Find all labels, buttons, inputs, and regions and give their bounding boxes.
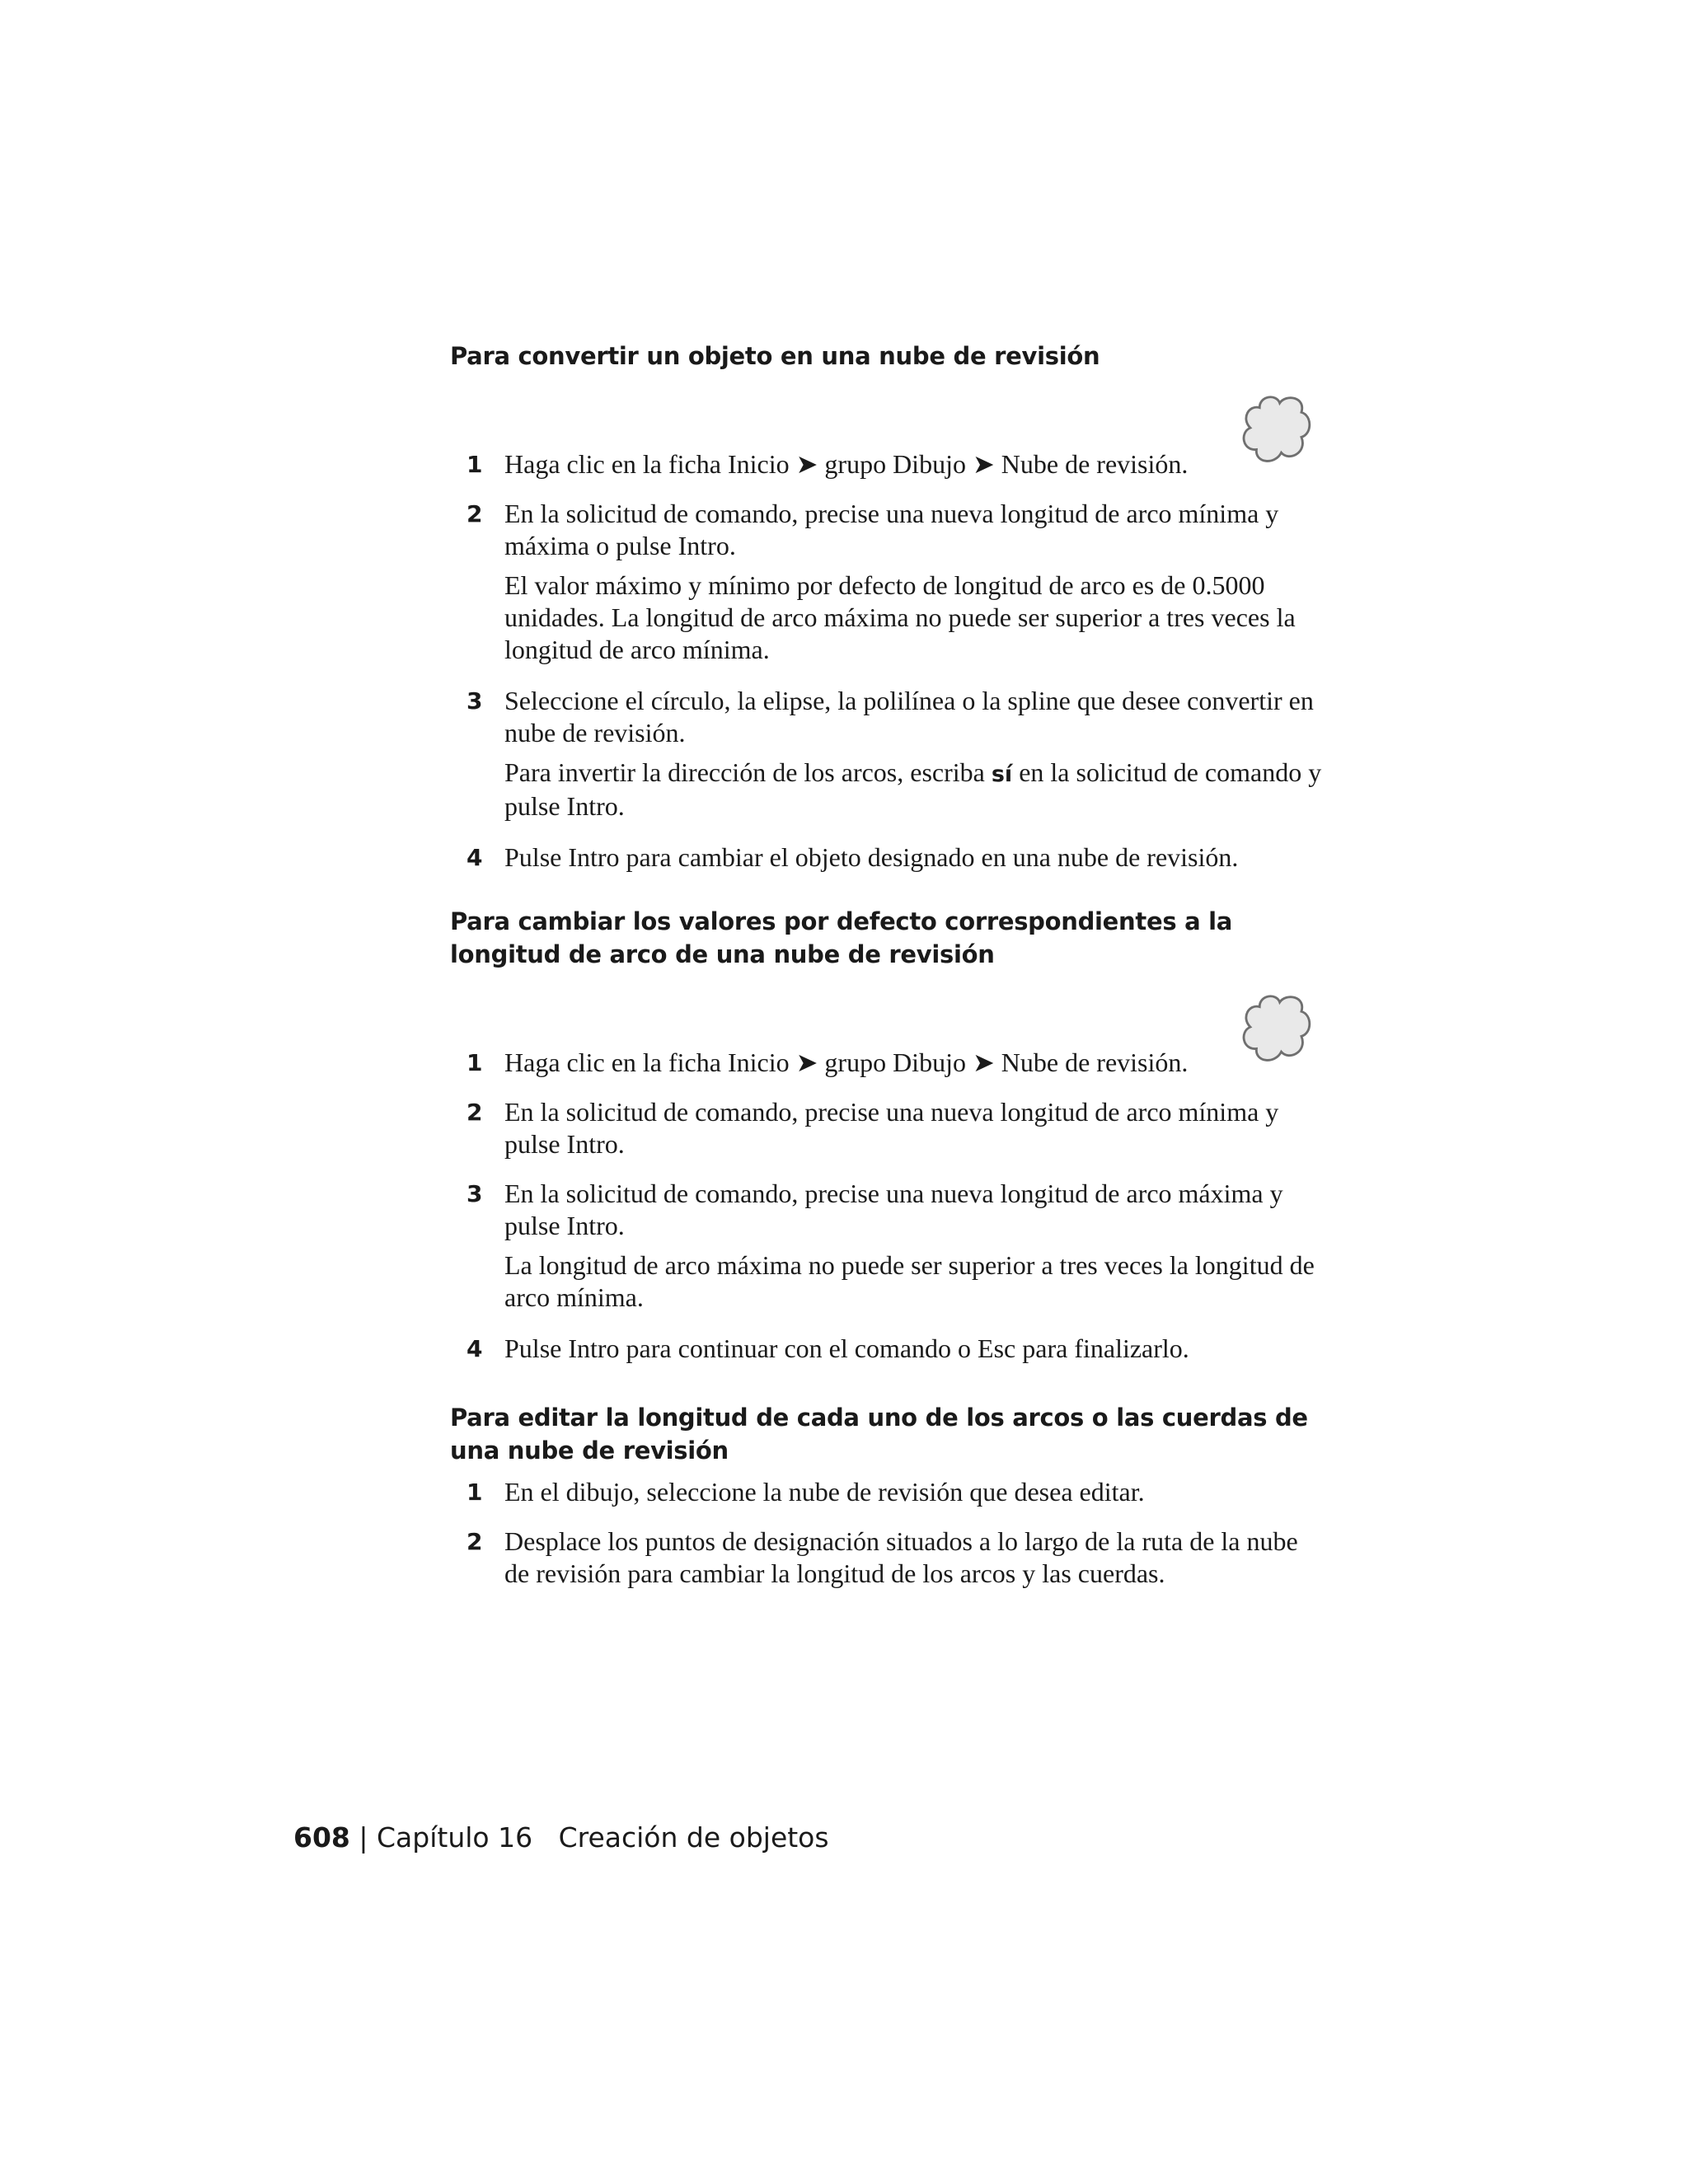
- step-number: 1: [467, 451, 483, 478]
- page-footer: [293, 1820, 829, 1856]
- section-heading: Para convertir un objeto en una nube de revisión: [450, 342, 1100, 370]
- section-convert-object: [450, 340, 1327, 874]
- step-note: [504, 757, 1327, 823]
- step-text: Seleccione el círculo, la elipse, la polilínea o la spline que desee convertir en nube de revisión.: [504, 686, 1314, 748]
- revision-cloud-icon: [1236, 990, 1314, 1067]
- step-number: 2: [467, 1099, 483, 1126]
- note-text: en la solicitud de comando y pulse Intro.: [504, 757, 1322, 821]
- footer-separator: |: [359, 1821, 368, 1854]
- section-change-defaults: [450, 905, 1327, 1365]
- step-number: 2: [467, 500, 483, 527]
- section-heading: Para cambiar los valores por defecto correspondientes a la longitud de arco de una nube de revisión: [450, 907, 1233, 968]
- step-text: En la solicitud de comando, precise una nueva longitud de arco máxima y pulse Intro.: [504, 1179, 1283, 1240]
- step-text: En la solicitud de comando, precise una nueva longitud de arco mínima y pulse Intro.: [504, 1097, 1279, 1159]
- step-text: Pulse Intro para cambiar el objeto designado en una nube de revisión.: [504, 842, 1239, 872]
- chapter-label: Capítulo 16: [377, 1821, 533, 1854]
- note-keyword: sí: [991, 762, 1013, 787]
- step-number: 4: [467, 844, 483, 871]
- revision-cloud-icon: [1236, 391, 1314, 468]
- list-item: [450, 1333, 1327, 1365]
- list-item: [450, 1526, 1327, 1590]
- cloud-outline: [1244, 996, 1310, 1061]
- step-number: 4: [467, 1335, 483, 1362]
- section-heading: Para editar la longitud de cada uno de los arcos o las cuerdas de una nube de revisión: [450, 1404, 1308, 1465]
- cloud-outline: [1244, 397, 1310, 462]
- step-text: Haga clic en la ficha Inicio ➤ grupo Dibujo ➤ Nube de revisión.: [504, 1047, 1189, 1077]
- step-text: En la solicitud de comando, precise una nueva longitud de arco mínima y máxima o pulse Intro.: [504, 499, 1279, 560]
- step-text: Desplace los puntos de designación situados a lo largo de la ruta de la nube de revisión para cambiar la longitud de los arcos y las cuerdas.: [504, 1526, 1298, 1588]
- step-note: La longitud de arco máxima no puede ser superior a tres veces la longitud de arco mínima.: [504, 1250, 1315, 1312]
- list-item: [450, 685, 1327, 823]
- step-text: Haga clic en la ficha Inicio ➤ grupo Dibujo ➤ Nube de revisión.: [504, 449, 1189, 479]
- step-number: 2: [467, 1528, 483, 1555]
- step-number: 3: [467, 1180, 483, 1207]
- chapter-title: Creación de objetos: [558, 1821, 829, 1854]
- step-number: 1: [467, 1479, 483, 1506]
- step-number: 1: [467, 1049, 483, 1076]
- section-edit-arcs: [450, 1401, 1327, 1590]
- list-item: [450, 498, 1327, 666]
- list-item: [450, 1178, 1327, 1314]
- step-text: En el dibujo, seleccione la nube de revisión que desea editar.: [504, 1477, 1145, 1507]
- list-item: [450, 448, 1327, 480]
- step-number: 3: [467, 687, 483, 715]
- list-item: [450, 841, 1327, 874]
- note-text: Para invertir la dirección de los arcos, escriba: [504, 757, 992, 787]
- page-number: 608: [293, 1821, 350, 1854]
- list-item: [450, 1096, 1327, 1160]
- list-item: [450, 1047, 1327, 1079]
- list-item: [450, 1476, 1327, 1508]
- step-note: El valor máximo y mínimo por defecto de longitud de arco es de 0.5000 unidades. La longitud de arco máxima no puede ser superior a tres veces la longitud de arco mínima.: [504, 570, 1296, 664]
- step-text: Pulse Intro para continuar con el comando o Esc para finalizarlo.: [504, 1333, 1189, 1363]
